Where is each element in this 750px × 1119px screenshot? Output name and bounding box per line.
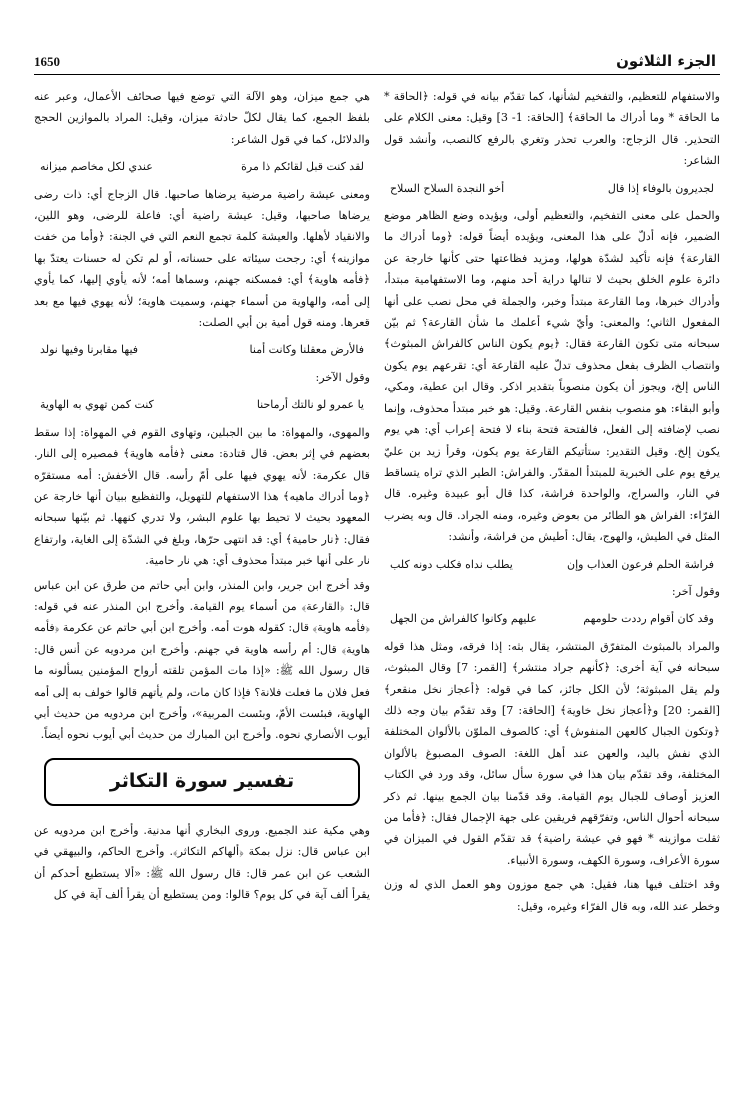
paragraph: وقول آخر: [671,584,720,598]
poetry-verse [34,153,370,183]
right-column [384,86,720,920]
poetry-verse [384,175,720,205]
verse-first-hemistich: وقد كان أقوام رددت حلومهم [583,612,714,626]
verse-first-hemistich: فالأرض معقلنا وكانت أمنا [249,343,364,357]
paragraph: وقد اختلف فيها هنا، فقيل: هي جمع موزون وهو العمل الذي له وزن وخطر عند الله، وبه قال الفرّاء وغيره، وقيل: [384,878,720,913]
paragraph: وقد أخرج ابن جرير، وابن المنذر، وابن أبي حاتم من طرق عن ابن عباس قال: ﴿القارعة﴾ من أسماء يوم القيامة. وأخرج ابن المنذر عنه في قوله: ﴿فأمه هاوية﴾ قال: كقوله هوت أمه. وأخرج ابن أبي حاتم عن عكرمة ﴿فأمه هاوية﴾ قال: أم رأسه هاوية في جهنم. وأخرج ابن مردويه عن أنس قال: قال رسول الله ﷺ: «إذا مات المؤمن تلقته أرواح المؤمنين يسألونه ما فعل فلان ما فعلت فلانة؟ فإذا كان مات، ولم يأتهم قالوا خولف به إلى أمه الهاوية، فبئست الأمّ، وبئست المربية»، وأخرج ابن مردويه من حديث أبي أيوب الأنصاري نحوه. وأخرج ابن المبارك من حديث أبي أيوب نحوه أيضاً. [34,578,370,742]
paragraph: والمهوى، والمهواة: ما بين الجبلين، وتهاوى القوم في المهواة: إذا سقط بعضهم في إثر بعض. قال قتادة: معنى ﴿فأمه هاوية﴾ فمصيره إلى النار. قال عكرمة: لأنه يهوي فيها على أمّ رأسه. قال الأخفش: أمه مستقرّه ﴿وما أدراك ماهيه﴾ هذا الاستفهام للتهويل، والتفظيع ببيان أنها خارجة عن المعهود بحيث لا تحيط بها علوم البشر، ولا تدري كنهها. ثم بيّنها سبحانه فقال: ﴿نار حامية﴾ أي: قد انتهى حرّها، وبلغ في الشدّة إلى الغاية، وارتفاع نار على أنها خبر مبتدأ محذوف أي: هي نار حامية. [34,425,370,568]
verse-second-hemistich: كنت كمن تهوي به الهاوية [40,398,154,412]
poetry-verse [384,605,720,635]
paragraph: والاستفهام للتعظيم، والتفخيم لشأنها، كما تقدّم بيانه في قوله: ﴿الحاقة * ما الحاقة * وما أدراك ما الحاقة﴾ [الحاقة: 1- 3] وقيل: معنى الكلام على التحذير. قال الزجاج: والعرب تحذر وتغري بالرفع كالنصب، وأنشد قول الشاعر: [384,90,720,168]
verse-second-hemistich: أخو النجدة السلاح السلاح [390,181,505,195]
verse-first-hemistich: فراشة الحلم فرعون العذاب وإن [567,557,714,571]
poetry-verse [34,391,370,421]
surah-title-box: تفسير سورة التكاثر [44,758,360,806]
paragraph: والحمل على معنى التفخيم، والتعظيم أولى، ويؤيده وضع الظاهر موضع الضمير، فإنه أدلّ على هذا المعنى، ويؤيده أيضاً قوله: ﴿وما أدراك ما القارعة﴾ فإنه تأكيد لشدّة هولها، ومزيد فظاعتها حتى كأنها خارجة عن دائرة علوم الخلق بحيث لا تنالها دراية أحد منهم، وما الاستفهامية مبتدأ، وأدراك خبرها، وما القارعة مبتدأ وخبر، والجملة في محل نصب على أنها المفعول الثاني؛ والمعنى: وأيّ شيء أعلمك ما شأن القارعة؟ ثم بيّن سبحانه متى تكون القارعة فقال: ﴿يوم يكون الناس كالفراش المبثوث﴾ وانتصاب الظرف بفعل محذوف تدلّ عليه القارعة أي: تقرعهم يوم يكون الناس إلخ، ويجوز أن يكون منصوباً بتقدير اذكر. وقال ابن عطية، ومكي، وأبو البقاء: هو منصوب بنفس القارعة. وقيل: هو خبر مبتدأ محذوف، وإنما نصب لإضافته إلى الفعل، فالفتحة فتحة بناء لا فتحة إعراب أي: هي يوم يكون إلخ. وقيل التقدير: ستأتيكم القارعة يوم يكون، وقرأ زيد بن عليّ يرفع يوم على الخبرية للمبتدأ المقدّر. والفراش: الطير الذي تراه يتساقط في النار، والسراج، والواحدة فراشة، كذا قال أبو عبيدة وغيره. قال الفرّاء: الفراش هو الطائر من بعوض وغيره، ومنه الجراد. قال وبه يضرب المثل في الطيش، والهوج، يقال: أطيش من فراشة، وأنشد: [384,209,720,544]
header-rule [34,74,720,75]
verse-second-hemistich: فيها مقابرنا وفيها نولد [40,343,139,357]
page-number: 1650 [34,54,60,69]
poetry-verse [384,551,720,581]
paragraph: ومعنى عيشة راضية مرضية يرضاها صاحبها. قال الزجاج أي: ذات رضى يرضاها صاحبها، وقيل: عيشة راضية أي: فاعلة للرضى، وهو اللين، والانقياد لأهلها. والعيشة كلمة تجمع النعم التي في الجنة: ﴿وأما من خفت موازينه﴾ أي: رجحت سيئاته على حسناته، أو لم تكن له حسنات يعتدّ بها ﴿فأمه هاوية﴾ أي: فمسكنه جهنم، وسماها أمه؛ لأنه يأوي إليها، كما يأوي إلى أمه، والهاوية من أسماء جهنم، وسميت هاوية؛ لأنه يهوي فيها مع بعد قعرها. ومنه قول أمية بن أبي الصلت: [34,187,370,330]
verse-first-hemistich: يا عمرو لو نالتك أرماحنا [256,398,364,412]
paragraph: وهي مكية عند الجميع. وروى البخاري أنها مدنية. وأخرج ابن مردويه عن ابن عباس قال: نزل بمكة ﴿ألهاكم التكاثر﴾. وأخرج الحاكم، والبيهقي في الشعب عن ابن عمر قال: قال رسول الله ﷺ: «ألا يستطيع أحدكم أن يقرأ ألف آية في كل يوم؟ قالوا: ومن يستطيع أن يقرأ ألف آية في كل [34,823,370,901]
running-title: الجزء الثلاثون [616,52,716,70]
verse-second-hemistich: عليهم وكانوا كالفراش من الجهل [390,612,537,626]
poetry-verse [34,336,370,366]
verse-second-hemistich: عندي لكل مخاصم ميزانه [40,160,153,174]
paragraph: هي جمع ميزان، وهو الآلة التي توضع فيها صحائف الأعمال، وعبر عنه بلفظ الجمع، كما يقال لكلّ حادثة ميزان، وقيل: المراد بالموازين الحجج والدلائل، كما في قول الشاعر: [34,90,370,146]
paragraph: والمراد بالمبثوث المتفرّق المنتشر، يقال بثه: إذا فرقه، ومثل هذا قوله سبحانه في آية أخرى: ﴿كأنهم جراد منتشر﴾ [القمر: 7] وقال المبثوث، ولم يقل المبثوثة؛ لأن الكل جائز، كما في قوله: ﴿أعجاز نخل منقعر﴾ [القمر: 20] و﴿أعجاز نخل خاوية﴾ [الحاقة: 7] وقد تقدّم بيان وجه ذلك ﴿وتكون الجبال كالعهن المنفوش﴾ أي: كالصوف الملوّن بالألوان المختلفة الذي نفش باليد، والعهن عند أهل اللغة: الصوف المصبوغ بالألوان المختلفة، وقد تقدّم بيان هذا في سورة سأل سائل، وقد ورد في الكتاب العزيز أوصاف للجبال يوم القيامة. وقد قدّمنا بيان الجمع بينها. ثم ذكر سبحانه أحوال الناس، وتفرّقهم فريقين على جهة الإجمال فقال: ﴿فأما من ثقلت موازينه * فهو في عيشة راضية﴾ قد تقدّم القول في الميزان في سورة الأعراف، وسورة الكهف، وسورة الأنبياء. [384,639,720,867]
paragraph: وقول الآخر: [315,370,370,384]
left-column [34,86,370,908]
verse-first-hemistich: لجديرون بالوفاء إذا قال [607,181,714,195]
verse-first-hemistich: لقد كنت قبل لقائكم ذا مرة [241,160,364,174]
verse-second-hemistich: يطلب نداه فكلب دونه كلب [390,557,513,571]
